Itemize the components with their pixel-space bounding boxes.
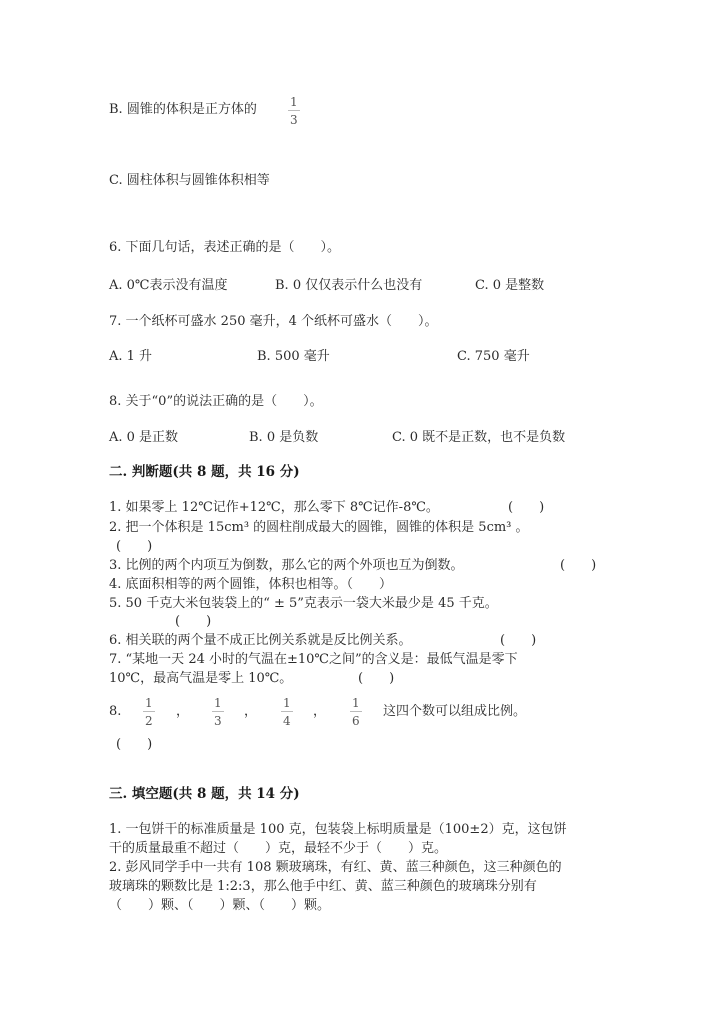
question-6-option-b: B. 0 仅仅表示什么也没有 [275,278,423,293]
question-7-option-b: B. 500 毫升 [257,349,330,364]
fraction-denominator: 2 [145,714,153,728]
fill-question-1-line-1: 1. 一包饼干的标准质量是 100 克，包装袋上标明质量是（100±2）克，这包饼 [109,822,567,837]
fraction-one-sixth [350,697,362,727]
fraction-numerator: 1 [283,696,291,710]
question-8-option-b: B. 0 是负数 [249,430,319,445]
fraction-denominator: 4 [283,714,291,728]
option-c-text: C. 圆柱体积与圆锥体积相等 [109,173,270,188]
fraction-numerator: 1 [290,95,298,109]
judge-question-5: 5. 50 千克大米包装袋上的“ ± 5”克表示一袋大米最少是 45 千克。 [109,596,498,611]
fraction-one-third [288,96,300,126]
comma: ， [313,704,327,719]
judge-question-8-label: 8. [109,704,122,719]
comma: ， [244,704,258,719]
judge-answer-blank-6[interactable]: ( ) [500,633,537,648]
question-6-option-c: C. 0 是整数 [475,278,545,293]
judge-question-7-line-1: 7. “某地一天 24 小时的气温在±10℃之间”的含义是：最低气温是零下 [109,652,518,667]
fill-question-2-line-3: （ ）颗、（ ）颗、（ ）颗。 [109,898,331,913]
judge-question-2: 2. 把一个体积是 15cm³ 的圆柱削成最大的圆锥，圆锥的体积是 5cm³ 。 [109,520,529,535]
option-b-text: B. 圆锥的体积是正方体的 [109,102,257,117]
question-6-option-a: A. 0℃表示没有温度 [109,278,228,293]
judge-question-6: 6. 相关联的两个量不成正比例关系就是反比例关系。 [109,633,412,648]
judge-question-3: 3. 比例的两个内项互为倒数，那么它的两个外项也互为倒数。 [109,558,464,573]
judge-answer-blank-5[interactable]: ( ) [175,614,212,629]
fraction-denominator: 6 [352,714,360,728]
judge-question-4: 4. 底面积相等的两个圆锥，体积也相等。（ ） [109,577,393,592]
question-7-option-a: A. 1 升 [109,349,153,364]
question-8-stem: 8. 关于“0”的说法正确的是（ ）。 [109,394,323,409]
fraction-denominator: 3 [290,113,298,127]
judge-answer-blank-7[interactable]: ( ) [358,671,395,686]
section-2-title: 二. 判断题(共 8 题，共 16 分) [109,464,300,480]
section-3-title: 三. 填空题(共 8 题，共 14 分) [109,786,300,802]
fraction-one-half [143,697,155,727]
fill-question-2-line-2: 玻璃珠的颗数比是 1:2:3，那么他手中红、黄、蓝三种颜色的玻璃珠分别有 [109,879,537,894]
judge-answer-blank-8[interactable]: ( ) [116,737,153,752]
judge-question-1: 1. 如果零上 12℃记作+12℃，那么零下 8℃记作-8℃。 [109,500,439,515]
fraction-one-third [212,697,224,727]
question-7-stem: 7. 一个纸杯可盛水 250 毫升，4 个纸杯可盛水（ ）。 [109,314,438,329]
question-6-stem: 6. 下面几句话，表述正确的是（ ）。 [109,240,341,255]
comma: ， [176,704,190,719]
judge-answer-blank-1[interactable]: ( ) [508,500,545,515]
question-8-option-c: C. 0 既不是正数，也不是负数 [392,430,566,445]
fraction-one-quarter [281,697,293,727]
fill-question-1-line-2: 干的质量最重不超过（ ）克，最轻不少于（ ）克。 [109,841,448,856]
question-7-option-c: C. 750 毫升 [457,349,530,364]
judge-question-8-text: 这四个数可以组成比例。 [383,704,527,719]
fill-question-2-line-1: 2. 彭风同学手中一共有 108 颗玻璃珠，有红、黄、蓝三种颜色，这三种颜色的 [109,860,562,875]
judge-answer-blank-2[interactable]: ( ) [116,539,153,554]
fraction-denominator: 3 [214,714,222,728]
judge-answer-blank-3[interactable]: ( ) [560,558,597,573]
fraction-numerator: 1 [352,696,360,710]
question-8-option-a: A. 0 是正数 [109,430,179,445]
fraction-numerator: 1 [145,696,153,710]
fraction-numerator: 1 [214,696,222,710]
judge-question-7-line-2: 10℃，最高气温是零上 10℃。 [109,671,293,686]
